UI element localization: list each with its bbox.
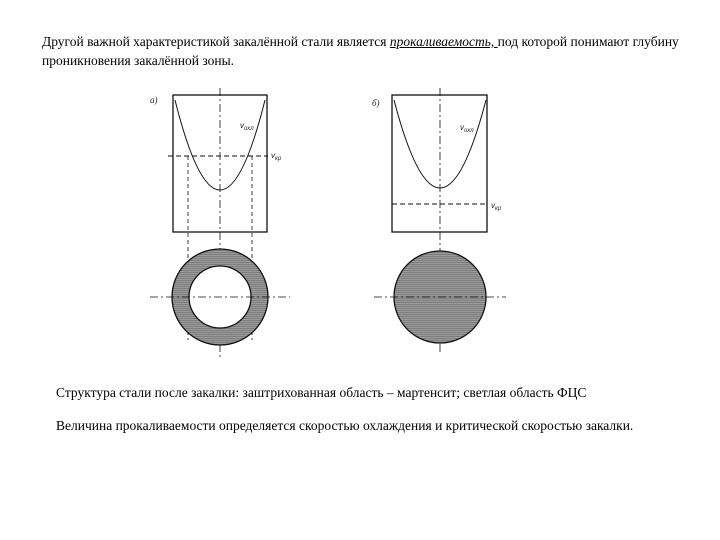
intro-text-after: под которой понимают глубину проникновения закалённой зоны. xyxy=(42,34,679,68)
panel-a xyxy=(150,88,290,358)
panel-b-v-cool: $v_{охл}$ xyxy=(460,123,474,134)
term-hardenability: прокаливаемость, xyxy=(389,34,498,49)
panel-b-v-crit: $v_{кр}$ xyxy=(491,201,502,212)
panel-a-cooling-curve xyxy=(175,100,265,190)
panel-a-label: а) xyxy=(150,95,158,105)
panel-b-cross-section xyxy=(392,95,487,232)
conclusion-paragraph: Величина прокаливаемости определяется скоростью охлаждения и критической скоростью закалки. xyxy=(56,418,634,433)
structure-caption: Структура стали после закалки: заштрихованная область – мартенсит; светлая область ФЦС xyxy=(56,385,587,400)
panel-b xyxy=(372,88,506,352)
panel-a-v-crit: $v_{кр}$ xyxy=(271,151,282,162)
panel-b-label: б) xyxy=(372,98,380,108)
panel-a-v-cool: $v_{охл}$ xyxy=(240,121,254,132)
intro-text-before: Другой важной характеристикой закалённой стали является xyxy=(42,34,390,49)
